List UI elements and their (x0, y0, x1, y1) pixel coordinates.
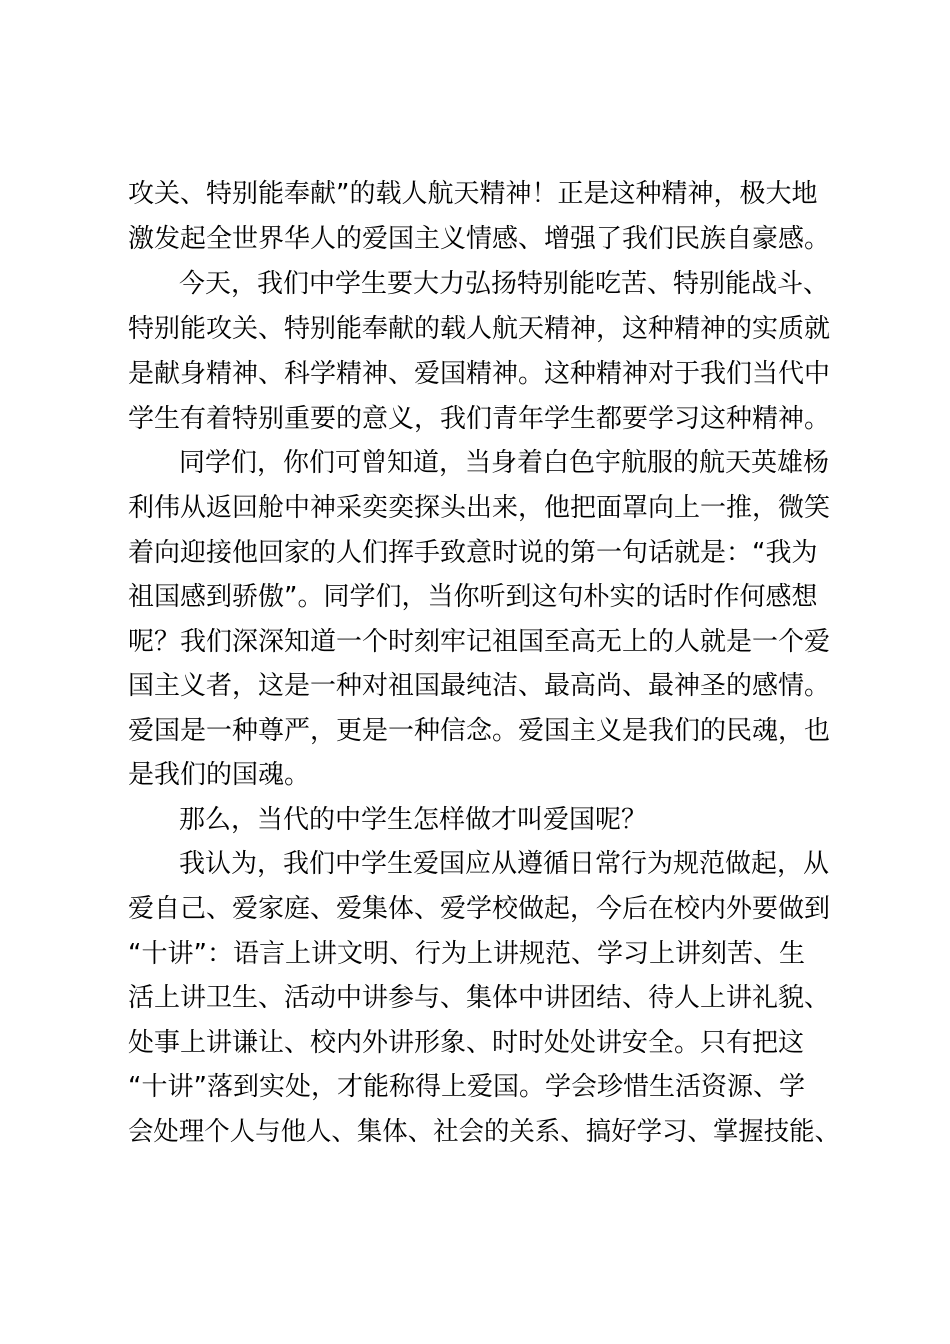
text-line: 国主义者，这是一种对祖国最纯洁、最高尚、最神圣的感情。 (128, 671, 831, 701)
text-line: “十讲”落到实处，才能称得上爱国。学会珍惜生活资源、学 (128, 1072, 805, 1102)
text-line: 会处理个人与他人、集体、社会的关系、搞好学习、掌握技能、 (128, 1117, 841, 1147)
paragraph-start-line: 今天，我们中学生要大力弘扬特别能吃苦、特别能战斗、 (179, 269, 830, 299)
text-line: 攻关、特别能奉献”的载人航天精神！正是这种精神，极大地 (128, 179, 818, 209)
text-line: 利伟从返回舱中神采奕奕探头出来，他把面罩向上一推，微笑 (128, 493, 831, 523)
text-line: 激发起全世界华人的爱国主义情感、增强了我们民族自豪感。 (128, 224, 831, 254)
text-line: 爱国是一种尊严，更是一种信念。爱国主义是我们的民魂，也 (128, 716, 831, 746)
paragraph-start-line: 我认为，我们中学生爱国应从遵循日常行为规范做起，从 (179, 849, 830, 879)
text-line: 特别能攻关、特别能奉献的载人航天精神，这种精神的实质就 (128, 314, 831, 344)
text-line: 活上讲卫生、活动中讲参与、集体中讲团结、待人上讲礼貌、 (128, 983, 831, 1013)
text-line: “十讲”：语言上讲文明、行为上讲规范、学习上讲刻苦、生 (128, 939, 805, 969)
text-line: 呢？我们深深知道一个时刻牢记祖国至高无上的人就是一个爱 (128, 627, 831, 657)
text-line: 学生有着特别重要的意义，我们青年学生都要学习这种精神。 (128, 404, 831, 434)
text-line: 爱自己、爱家庭、爱集体、爱学校做起，今后在校内外要做到 (128, 894, 831, 924)
paragraph-start-line: 那么，当代的中学生怎样做才叫爱国呢？ (179, 805, 648, 835)
text-line: 是我们的国魂。 (128, 760, 311, 790)
text-line: 着向迎接他回家的人们挥手致意时说的第一句话就是：“我为 (128, 538, 818, 568)
paragraph-start-line: 同学们，你们可曾知道，当身着白色宇航服的航天英雄杨 (179, 448, 830, 478)
text-line: 祖国感到骄傲”。同学们，当你听到这句朴实的话时作何感想 (128, 582, 818, 612)
text-line: 处事上讲谦让、校内外讲形象、时时处处讲安全。只有把这 (128, 1028, 805, 1058)
text-line: 是献身精神、科学精神、爱国精神。这种精神对于我们当代中 (128, 359, 831, 389)
